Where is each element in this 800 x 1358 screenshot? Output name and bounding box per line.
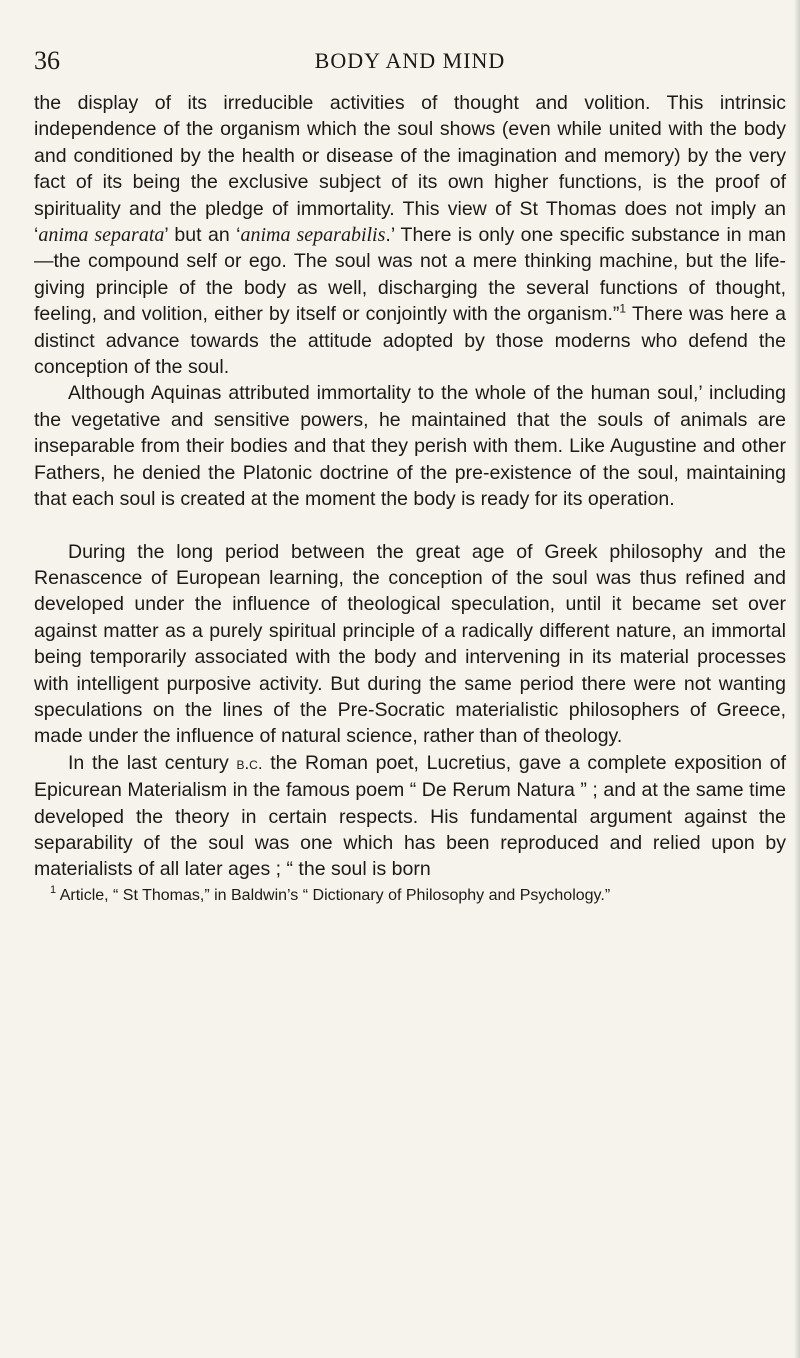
page-header xyxy=(34,44,786,84)
footnote-reference[interactable]: 1 xyxy=(619,301,627,316)
page-edge-shadow xyxy=(794,0,800,1358)
italic-term: anima separata xyxy=(38,224,165,247)
footnote-mark: 1 xyxy=(50,884,57,897)
footnote-text: Article, “ St Thomas,” in Baldwin’s “ Dictionary of Philosophy and Psychology.” xyxy=(59,886,611,904)
paragraph-2: Although Aquinas attributed immortality to the whole of the human soul,’ including the vegetative and sensitive powers, he maintained that the souls of animals are inseparable from their bodies and that they perish with them. Like Augustine and other Fathers, he denied the Platonic doctrine of the pre-existence of the soul, maintaining that each soul is created at the moment the body is ready for its operation. xyxy=(34,382,786,511)
era-abbreviation: b.c. xyxy=(236,753,263,773)
paragraph-1: the display of its irreducible activities of thought and volition. This intrinsic independence of the organism which the soul shows (even while united with the body and conditioned by the health or disease of the imagination and memory) by the very fact of its being the exclusive subject of its own higher functions, is the proof of spirituality and the pledge of immortality. This view of St Thomas does not imply an ‘anima separata’ but an ‘anima separabilis.’ There is only one specific substance in man—the compound self or ego. The soul was not a mere thinking machine, but the life-giving principle of the body as well, discharging the several functions of thought, feeling, and volition, either by itself or conjointly with the organism.”$^1$ There was here a distinct advance towards the attitude adopted by those moderns who defend the conception of the soul. xyxy=(34,92,787,379)
page-number: 36 xyxy=(34,46,60,75)
body-text xyxy=(34,90,786,883)
running-title: BODY AND MIND xyxy=(314,48,506,73)
book-page xyxy=(34,44,786,907)
footnote xyxy=(34,885,786,907)
paragraph-4: In the last century b.c. the Roman poet, Lucretius, gave a complete exposition of Epicurean Materialism in the famous poem “ De Rerum Natura ” ; and at the same time developed the theory in certain respects. His fundamental argument against the separability of the soul was one which has been reproduced and relied upon by materialists of all later ages ; “ the soul is born xyxy=(34,751,786,881)
italic-term: anima separabilis xyxy=(240,224,386,247)
paragraph-3: During the long period between the great age of Greek philosophy and the Renascence of European learning, the conception of the soul was thus refined and developed under the influence of theological speculation, until it became set over against matter as a purely spiritual principle of a radically different nature, an immortal being temporarily associated with the body and intervening in its material processes with intelligent purposive activity. But during the same period there were not wanting speculations on the lines of the Pre-Socratic materialistic philosophers of Greece, made under the influence of natural science, rather than of theology. xyxy=(34,540,786,748)
